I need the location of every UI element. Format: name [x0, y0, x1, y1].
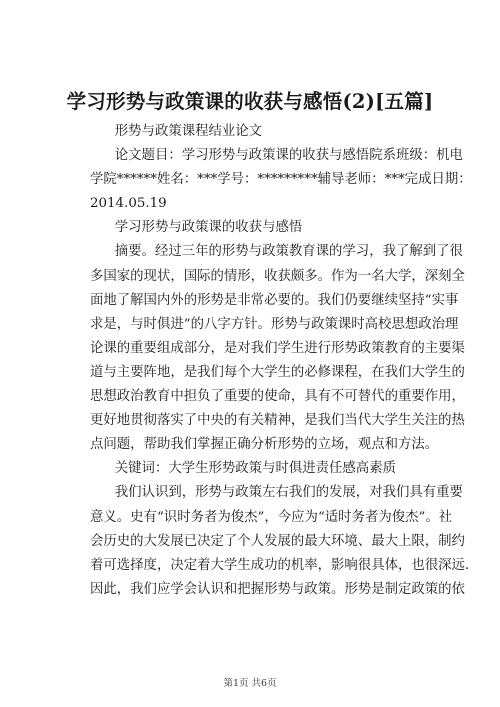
abstract-line: 更好地贯彻落实了中央的有关精神，是我们当代大学生关注的热 [90, 413, 465, 429]
abstract-line: 道与主要阵地，是我们每个大学生的必修课程，在我们大学生的 [90, 364, 465, 380]
section-heading: 学习形势与政策课的收获与感悟 [114, 220, 303, 236]
abstract-line: 多国家的现状，国际的情形，收获颇多。作为一名大学，深刻全 [90, 268, 465, 284]
abstract-line: 面地了解国内外的形势是非常必要的。我们仍要继续坚持“实事 [90, 292, 459, 308]
body-line: 我们认识到，形势与政策左右我们的发展，对我们具有重要 [114, 485, 463, 501]
meta-line: 论文题目：学习形势与政策课的收获与感悟院系班级：机电 [114, 148, 463, 164]
body-paragraph [90, 481, 470, 601]
abstract-line: 求是，与时俱进”的八字方针。形势与政策课时高校思想政治理 [90, 316, 459, 332]
body-line: 意义。史有“识时务者为俊杰”，今应为“适时务者为俊杰”。社 [90, 509, 453, 525]
body-line: 因此，我们应学会认识和把握形势与政策。形势是制定政策的依 [90, 581, 465, 597]
abstract-line: 思想政治教育中担负了重要的使命，具有不可替代的重要作用， [90, 389, 465, 405]
abstract-paragraph [90, 240, 465, 457]
abstract-line: 摘要。经过三年的形势与政策教育课的学习，我了解到了很 [114, 244, 463, 260]
keywords-line: 关键词：大学生形势政策与时俱进责任感高素质 [114, 461, 396, 477]
meta-line: 学院******姓名：***学号：*********辅导老师：***完成日期： [90, 172, 472, 188]
body-line: 着可选择度，决定着大学生成功的机率，影响很具体，也很深远. [90, 557, 470, 573]
meta-line: 2014.05.19 [90, 196, 167, 212]
page-number: 第1页 共6页 [223, 678, 277, 689]
body-line: 会历史的大发展已决定了个人发展的最大环境、最大上限，制约 [90, 533, 465, 549]
document-subtitle: 形势与政策课程结业论文 [114, 124, 263, 139]
abstract-line: 点问题，帮助我们掌握正确分析形势的立场，观点和方法。 [90, 437, 439, 453]
document-body [90, 120, 472, 602]
abstract-line: 论课的重要组成部分，是对我们学生进行形势政策教育的主要渠 [90, 340, 465, 356]
document-title: 学习形势与政策课的收获与感悟(2)[五篇] [66, 90, 434, 113]
